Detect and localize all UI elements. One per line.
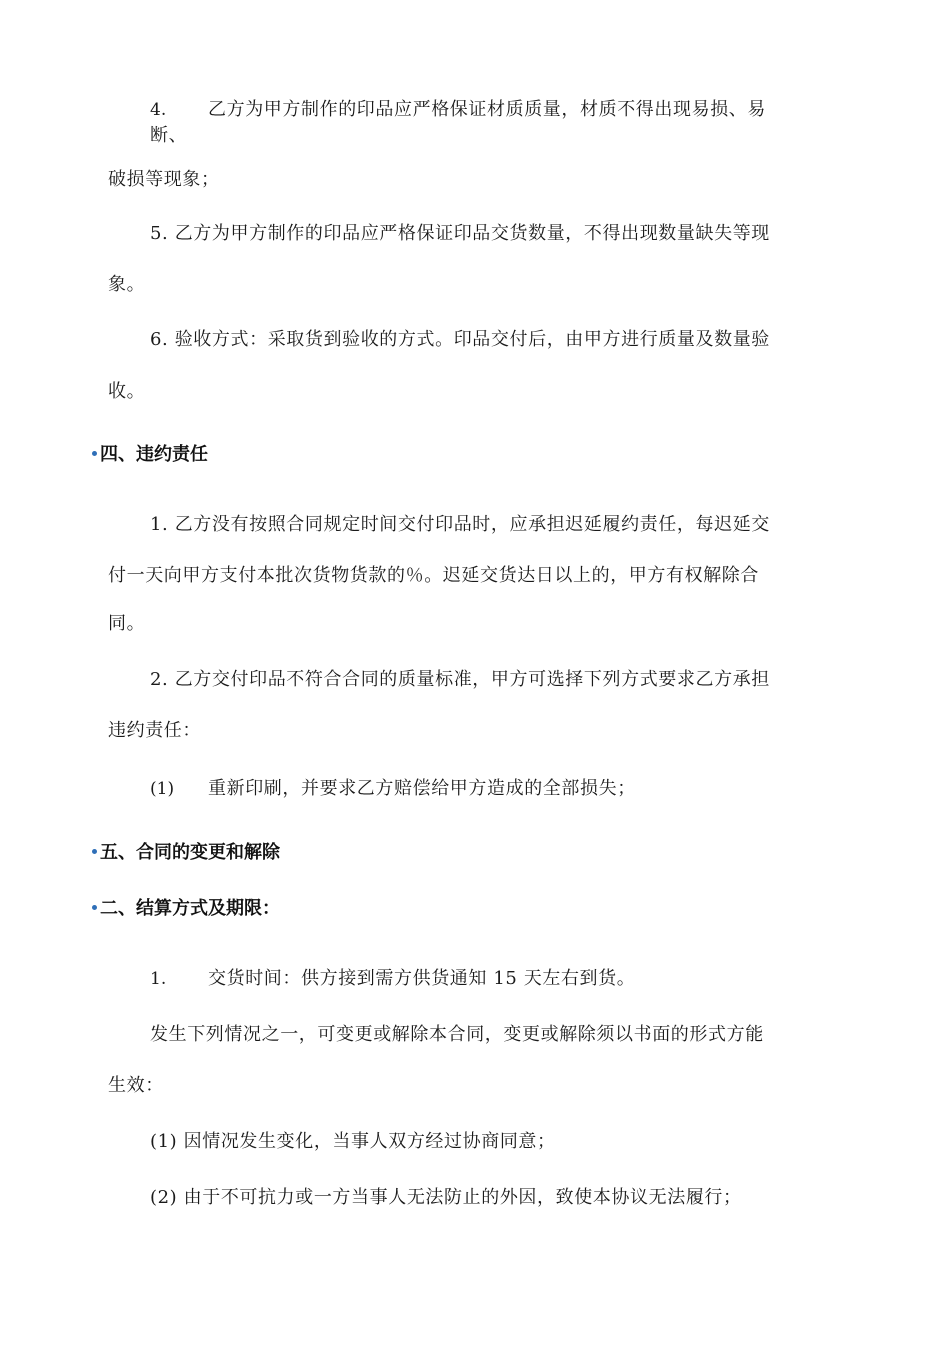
item-text: 象。 (108, 274, 146, 295)
item-text: 5. 乙方为甲方制作的印品应严格保证印品交货数量，不得出现数量缺失等现 (150, 223, 770, 244)
bullet-icon (92, 451, 97, 456)
section-heading (92, 841, 280, 865)
item-text: 断、 (150, 125, 188, 146)
paragraph-text: 同。 (108, 613, 146, 634)
paragraph-text: 付一天向甲方支付本批次货物货款的％。迟延交货达日以上的，甲方有权解除合 (108, 565, 759, 586)
item-number: 1. (150, 969, 167, 989)
item-text: 交货时间：供方接到需方供货通知 15 天左右到货。 (208, 968, 636, 989)
section-title: 五、合同的变更和解除 (100, 842, 280, 863)
sub-item-number: (1) (150, 779, 175, 799)
item-text: 破损等现象； (108, 169, 220, 190)
sub-item-text: 重新印刷，并要求乙方赔偿给甲方造成的全部损失； (208, 778, 636, 799)
bullet-icon (92, 905, 97, 910)
paragraph-text: 发生下列情况之一，可变更或解除本合同，变更或解除须以书面的形式方能 (150, 1024, 764, 1045)
paragraph-text: 1. 乙方没有按照合同规定时间交付印品时，应承担迟延履约责任，每迟延交 (150, 514, 770, 535)
paragraph-text: 违约责任： (108, 720, 201, 741)
paragraph-text: 生效： (108, 1075, 164, 1096)
condition-text: (2) 由于不可抗力或一方当事人无法防止的外因，致使本协议无法履行； (150, 1187, 742, 1208)
item-number: 4. (150, 100, 167, 120)
section-heading (92, 443, 208, 467)
condition-text: (1) 因情况发生变化，当事人双方经过协商同意； (150, 1131, 556, 1152)
section-title: 四、违约责任 (100, 444, 208, 465)
bullet-icon (92, 849, 97, 854)
section-heading (92, 897, 280, 921)
item-text: 乙方为甲方制作的印品应严格保证材质质量，材质不得出现易损、易 (208, 99, 766, 120)
item-text: 收。 (108, 381, 146, 402)
paragraph-text: 2. 乙方交付印品不符合合同的质量标准，甲方可选择下列方式要求乙方承担 (150, 669, 770, 690)
item-text: 6. 验收方式：采取货到验收的方式。印品交付后，由甲方进行质量及数量验 (150, 329, 770, 350)
section-title: 二、结算方式及期限： (100, 898, 280, 919)
